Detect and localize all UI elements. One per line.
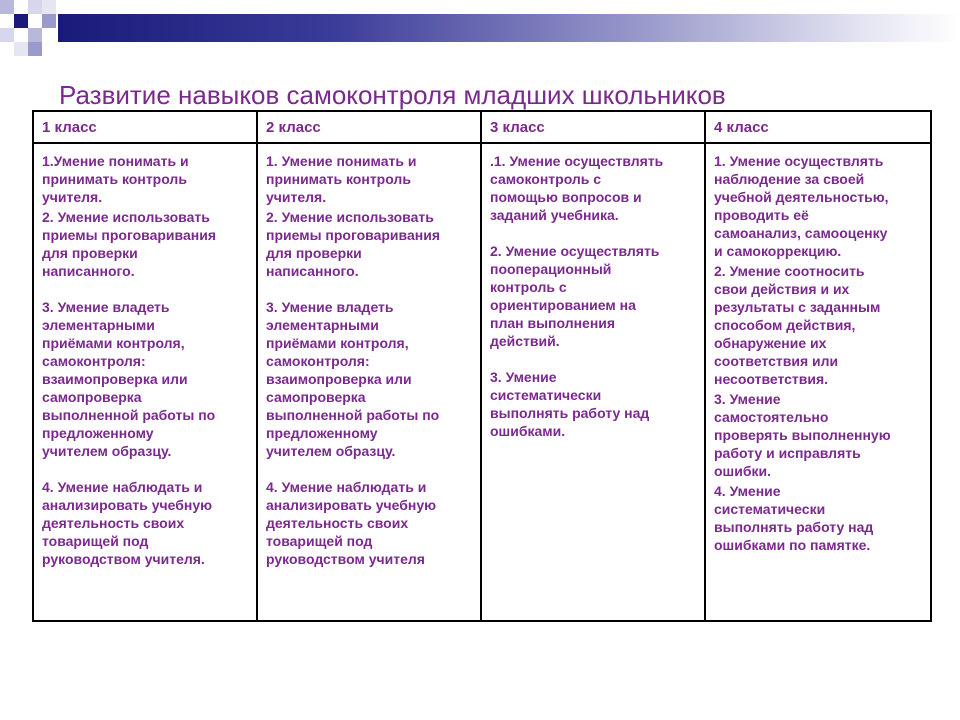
table-header-row	[33, 111, 931, 143]
deco-square	[14, 14, 28, 28]
deco-square	[28, 42, 42, 56]
list-item: 2. Умение осуществлять пооперационный контроль с ориентированием на план выполнения действий.	[490, 243, 660, 349]
list-item: 4. Умение наблюдать и анализировать учебную деятельность своих товарищей под руководством учителя.	[42, 479, 213, 567]
deco-square	[0, 28, 14, 42]
deco-square	[0, 0, 14, 14]
skills-table	[32, 110, 932, 622]
list-item: 2. Умение соотносить свои действия и их результаты с заданным способом действия, обнаружение их соответствия или несоответствия.	[714, 263, 881, 387]
list-item: 1.Умение понимать и принимать контроль учителя.	[42, 153, 189, 205]
list-item: 2. Умение использовать приемы проговаривания для проверки написанного.	[266, 209, 440, 279]
list-item: 1. Умение понимать и принимать контроль учителя.	[266, 153, 417, 205]
header-band	[58, 14, 960, 42]
column-header-grade-4: 4 класс	[705, 111, 931, 143]
deco-square	[42, 0, 56, 14]
deco-square	[14, 42, 28, 56]
list-item: 3. Умение владеть элементарными приёмами контроля, самоконтроля: взаимопроверка или самопроверка выполненной работы по предложенному учителем образцу.	[266, 299, 440, 459]
list-item: 1. Умение осуществлять наблюдение за своей учебной деятельностью, проводить её самоанализ, самооценку и самокоррекцию.	[714, 153, 889, 259]
column-header-grade-2: 2 класс	[257, 111, 481, 143]
list-item: 3. Умение систематически выполнять работу над ошибками.	[490, 369, 650, 439]
table-row	[33, 143, 931, 621]
cell-grade-4	[705, 143, 931, 621]
page-title: Развитие навыков самоконтроля младших школьников	[59, 80, 726, 110]
list-item: 2. Умение использовать приемы проговаривания для проверки написанного.	[42, 209, 216, 279]
list-item: 3. Умение самостоятельно проверять выполненную работу и исправлять ошибки.	[714, 391, 891, 479]
list-item: 4. Умение систематически выполнять работу над ошибками по памятке.	[714, 483, 874, 553]
cell-grade-3	[481, 143, 705, 621]
cell-grade-2	[257, 143, 481, 621]
header-decoration	[0, 0, 960, 60]
column-header-grade-1: 1 класс	[33, 111, 257, 143]
list-item: 3. Умение владеть элементарными приёмами контроля, самоконтроля: взаимопроверка или самопроверка выполненной работы по предложенному учителем образцу.	[42, 299, 216, 459]
column-header-grade-3: 3 класс	[481, 111, 705, 143]
list-item: 4. Умение наблюдать и анализировать учебную деятельность своих товарищей под руководством учителя	[266, 479, 437, 567]
deco-square	[28, 0, 42, 14]
deco-square	[42, 14, 56, 28]
cell-grade-1	[33, 143, 257, 621]
deco-square	[28, 28, 42, 42]
list-item: .1. Умение осуществлять самоконтроль с помощью вопросов и заданий учебника.	[490, 153, 664, 223]
